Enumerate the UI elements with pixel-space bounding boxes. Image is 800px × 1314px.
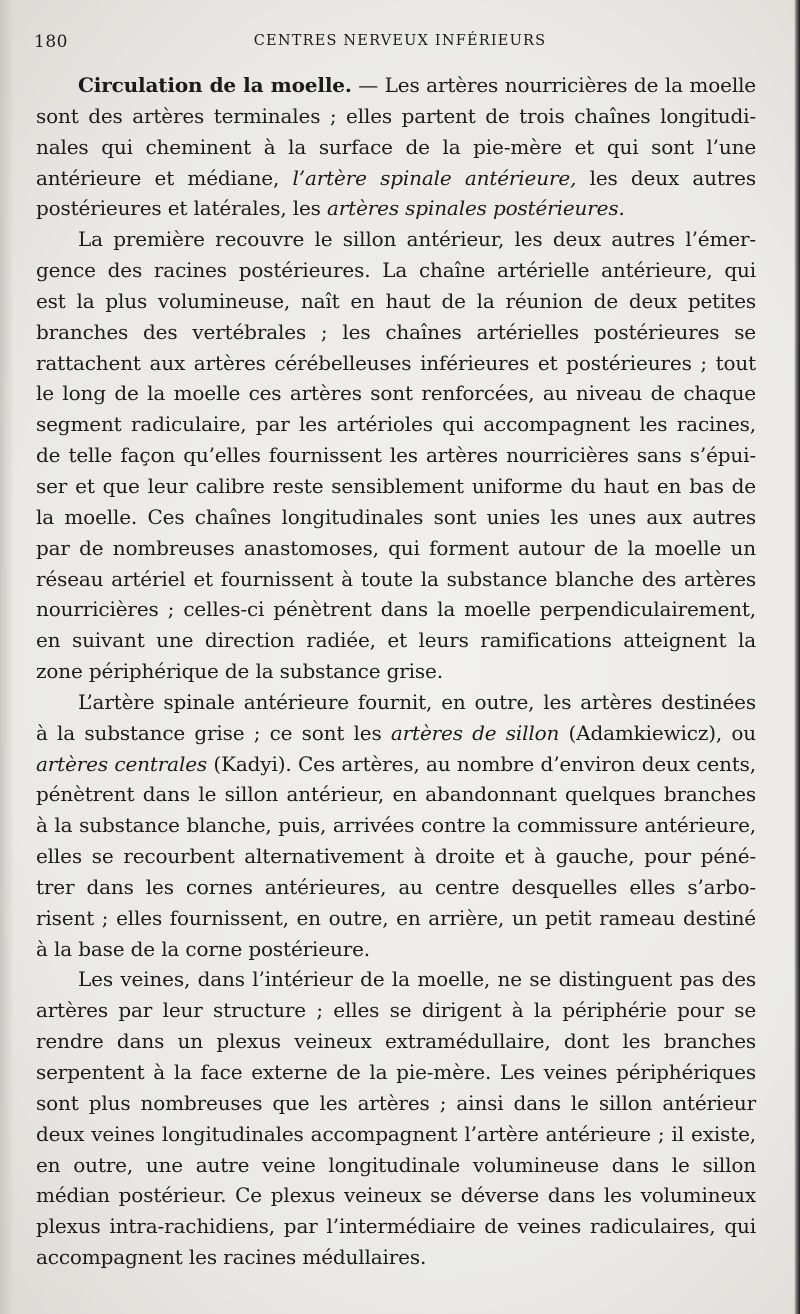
text-line — [36, 903, 756, 934]
line-text: sont des artères terminales ; elles partent de trois chaînes longitudi- — [36, 103, 756, 128]
line-text: rendre dans un plexus veineux extramédullaire, dont les branches — [36, 1029, 756, 1054]
text-line — [36, 718, 756, 749]
line-text: en outre, une autre veine longitudinale volumineuse dans le sillon — [36, 1152, 756, 1177]
body-text — [36, 70, 756, 1273]
text-line — [36, 749, 756, 780]
text-line — [36, 132, 756, 163]
line-text: elles se recourbent alternativement à droite et à gauche, pour péné- — [36, 844, 756, 869]
line-text: rattachent aux artères cérébelleuses inférieures et postérieures ; tout — [36, 350, 756, 375]
gutter-shadow — [0, 0, 14, 1314]
text-line — [36, 440, 756, 471]
line-text: par de nombreuses anastomoses, qui forment autour de la moelle un — [36, 535, 756, 560]
line-text: réseau artériel et fournissent à toute la substance blanche des artères — [36, 566, 756, 591]
line-text: segment radiculaire, par les artérioles qui accompagnent les racines, — [36, 412, 756, 437]
line-text: zone périphérique de la substance grise. — [36, 659, 443, 684]
text-line — [36, 656, 756, 687]
italic-term: l’artère spinale antérieure, — [292, 165, 577, 190]
text-line — [36, 1150, 756, 1181]
line-text: trer dans les cornes antérieures, au centre desquelles elles s’arbo- — [36, 874, 756, 899]
text-line — [36, 1026, 756, 1057]
text-line — [36, 502, 756, 533]
text-line — [36, 1057, 756, 1088]
line-text: L’artère spinale antérieure fournit, en outre, les artères destinées — [78, 689, 756, 714]
line-text: de telle façon qu’elles fournissent les artères nourricières sans s’épui- — [36, 443, 756, 468]
text-line — [36, 348, 756, 379]
line-text: les deux autres — [576, 165, 756, 190]
line-text: (Kadyi). Ces artères, au nombre d’environ deux cents, — [207, 751, 757, 776]
line-text: Les veines, dans l’intérieur de la moelle, ne se distinguent pas des — [78, 967, 756, 992]
line-text: deux veines longitudinales accompagnent l’artère antérieure ; il existe, — [36, 1121, 756, 1146]
text-line — [36, 255, 756, 286]
line-text: ser et que leur calibre reste sensiblement uniforme du haut en bas de — [36, 473, 756, 498]
text-line — [36, 409, 756, 440]
line-text: à la base de la corne postérieure. — [36, 936, 371, 961]
text-line — [36, 564, 756, 595]
line-text: à la substance grise ; ce sont les — [36, 720, 391, 745]
line-text: gence des racines postérieures. La chaîne artérielle antérieure, qui — [36, 258, 756, 283]
line-text: serpentent à la face externe de la pie-mère. Les veines périphériques — [36, 1060, 756, 1084]
running-head: CENTRES NERVEUX INFÉRIEURS — [253, 33, 547, 49]
line-text: (Adamkiewicz), ou — [559, 720, 756, 745]
text-line — [36, 378, 756, 409]
line-text: nourricières ; celles-ci pénètrent dans la moelle perpendiculairement, — [36, 597, 756, 622]
line-text: en suivant une direction radiée, et leurs ramifications atteignent la — [36, 628, 756, 653]
line-text: risent ; elles fournissent, en outre, en arrière, un petit rameau destiné — [36, 905, 756, 930]
text-line — [36, 872, 756, 903]
text-line — [36, 687, 756, 718]
text-line — [36, 1088, 756, 1119]
text-line — [36, 934, 756, 965]
line-text: artères par leur structure ; elles se dirigent à la périphérie pour se — [36, 998, 756, 1023]
text-line — [36, 995, 756, 1026]
text-line — [36, 1242, 756, 1273]
page-number: 180 — [34, 32, 68, 52]
text-line — [36, 625, 756, 656]
text-line — [36, 841, 756, 872]
line-text: la moelle. Ces chaînes longitudinales sont unies les unes aux autres — [36, 504, 756, 529]
text-line — [36, 1180, 756, 1211]
text-line — [36, 1119, 756, 1150]
line-text: le long de la moelle ces artères sont renforcées, au niveau de chaque — [36, 381, 756, 406]
section-heading: Circulation de la moelle. — [78, 73, 352, 97]
text-line — [36, 471, 756, 502]
line-text: La première recouvre le sillon antérieur, les deux autres l’émer- — [78, 227, 756, 252]
text-line — [36, 101, 756, 132]
line-text: pénètrent dans le sillon antérieur, en abandonnant quelques branches — [36, 782, 756, 807]
line-text: — Les artères nourricières de la moelle — [351, 73, 756, 97]
page-edge — [794, 0, 800, 1314]
line-text: accompagnent les racines médullaires. — [36, 1245, 427, 1270]
text-line — [36, 286, 756, 317]
line-text: sont plus nombreuses que les artères ; ainsi dans le sillon antérieur — [36, 1090, 756, 1115]
line-text: nales qui cheminent à la surface de la pie-mère et qui sont l’une — [36, 134, 756, 159]
text-line — [36, 70, 756, 101]
line-text: est la plus volumineuse, naît en haut de la réunion de deux petites — [36, 288, 756, 313]
text-line — [36, 594, 756, 625]
text-line — [36, 533, 756, 564]
line-text: médian postérieur. Ce plexus veineux se déverse dans les volumineux — [36, 1183, 756, 1208]
text-line — [36, 163, 756, 194]
line-text: à la substance blanche, puis, arrivées contre la commissure antérieure, — [36, 813, 756, 838]
text-line — [36, 779, 756, 810]
page-header — [0, 32, 800, 56]
text-line — [36, 317, 756, 348]
line-text: antérieure et médiane, — [36, 165, 293, 190]
italic-term: artères centrales — [36, 751, 207, 776]
text-line — [36, 193, 756, 224]
line-text: postérieures et latérales, les — [36, 196, 327, 221]
text-line — [36, 224, 756, 255]
line-text: branches des vertébrales ; les chaînes artérielles postérieures se — [36, 319, 756, 344]
italic-term: artères spinales postérieures. — [327, 196, 625, 221]
text-line — [36, 1211, 756, 1242]
line-text: plexus intra-rachidiens, par l’intermédiaire de veines radiculaires, qui — [36, 1214, 756, 1239]
italic-term: artères de sillon — [390, 720, 560, 745]
text-line — [36, 810, 756, 841]
text-line — [36, 964, 756, 995]
